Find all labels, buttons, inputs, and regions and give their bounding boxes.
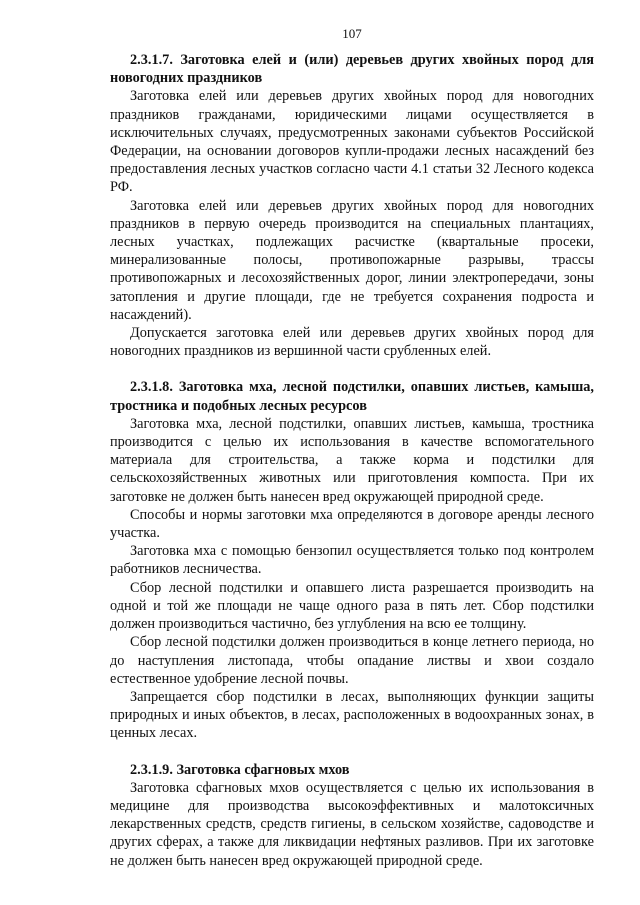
page-number: 107 [342, 26, 362, 41]
paragraph: Способы и нормы заготовки мха определяются в договоре аренды лесного участка. [110, 506, 594, 542]
section-heading: 2.3.1.7. Заготовка елей и (или) деревьев других хвойных пород для новогодних праздников [110, 52, 594, 87]
paragraph: Заготовка мха с помощью бензопил осуществляется только под контролем работников лесничества. [110, 543, 594, 578]
paragraph: Сбор лесной подстилки должен производиться в конце летнего периода, но до наступления листопада, чтобы опадание листвы и хвои создало естественное удобрение лесной почвы. [110, 634, 594, 687]
paragraph: Допускается заготовка елей или деревьев других хвойных пород для новогодних праздников из вершинной части срубленных елей. [110, 325, 594, 360]
section-2-3-1-9 [110, 761, 594, 870]
paragraph: Заготовка мха, лесной подстилки, опавших листьев, камыша, тростника производится с целью их использования в качестве вспомогательного материала для строительства, а также корма и подстилки для сельскохозяйственных животных или приготовления компоста. При их заготовке не должен быть нанесен вред окружающей природной среде. [110, 415, 594, 505]
section-2-3-1-8 [110, 378, 594, 742]
section-2-3-1-7 [110, 51, 594, 360]
paragraph: Заготовка елей или деревьев других хвойных пород для новогодних праздников в первую очередь производится на специальных плантациях, лесных участках, подлежащих расчистке (квартальные просеки, минерализованные полосы, противопожарные разрывы, трассы противопожарных и лесохозяйственных дорог, линии электропередачи, зоны затопления и другие площади, где не требуется сохранения подроста и насаждений). [110, 197, 594, 323]
document-page [110, 26, 594, 870]
paragraph: Заготовка елей или деревьев других хвойных пород для новогодних праздников гражданами, юридическими лицами осуществляется в исключительных случаях, предусмотренных законами субъектов Российской Федерации, на основании договоров купли-продажи лесных насаждений без предоставления лесных участков согласно части 4.1 статьи 32 Лесного кодекса РФ. [110, 88, 594, 196]
section-spacer [110, 743, 594, 761]
section-heading: 2.3.1.9. Заготовка сфагновых мхов [130, 761, 350, 778]
section-heading: 2.3.1.8. Заготовка мха, лесной подстилки, опавших листьев, камыша, тростника и подобных лесных ресурсов [110, 379, 594, 414]
section-spacer [110, 360, 594, 378]
paragraph: Сбор лесной подстилки и опавшего листа разрешается производить на одной и той же площади не чаще одного раза в пять лет. Сбор подстилки должен производиться частично, без углубления на всю ее толщину. [110, 579, 594, 633]
paragraph: Заготовка сфагновых мхов осуществляется с целью их использования в медицине для производства высокоэффективных и малотоксичных лекарственных средств, средств гигиены, в сельском хозяйстве, садоводстве и других сферах, а также для ликвидации нефтяных разливов. При их заготовке не должен быть нанесен вред окружающей природной среде. [110, 779, 594, 869]
paragraph: Запрещается сбор подстилки в лесах, выполняющих функции защиты природных и иных объектов, в лесах, расположенных в водоохранных зонах, в ценных лесах. [110, 688, 594, 742]
